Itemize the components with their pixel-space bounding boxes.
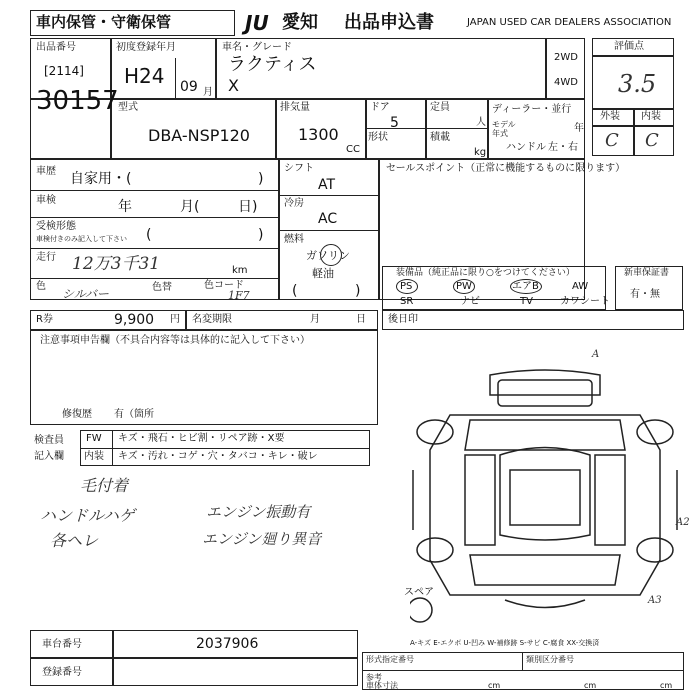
- inspection-label: 車検: [36, 195, 56, 206]
- mileage-value: 12万3千31: [72, 254, 161, 274]
- color-code-value: 1F7: [228, 289, 250, 302]
- hw-note-1: 毛付着: [80, 476, 129, 495]
- first-reg-month: 09: [180, 79, 198, 95]
- inspector-int-items: キズ・汚れ・コゲ・穴・タバコ・キレ・破レ: [118, 451, 318, 462]
- hw-note-3: 各ヘレ: [50, 531, 99, 550]
- equip-aw: AW: [572, 281, 589, 292]
- handle-label: ハンドル: [506, 142, 546, 153]
- cm-2: cm: [584, 681, 597, 690]
- equip-navi: ナビ: [460, 296, 480, 307]
- fuel-diesel: 軽油: [312, 267, 334, 280]
- ref-label: 参考: [366, 673, 382, 682]
- equip-airbag: エアB: [512, 281, 539, 292]
- tax-label: R券: [36, 314, 53, 325]
- ju-logo: JU: [245, 11, 269, 35]
- type-value: DBA-NSP120: [148, 126, 250, 145]
- fuel-gasoline: ガソリン: [306, 249, 350, 262]
- inspector-int-label: 内装: [84, 451, 104, 462]
- receive-label: 受検形態: [36, 221, 76, 232]
- later-stamp-label: 後日印: [388, 314, 418, 325]
- tax-unit: 円: [170, 314, 180, 325]
- assoc-name: JAPAN USED CAR DEALERS ASSOCIATION: [467, 17, 672, 28]
- lot-number: 30157: [36, 86, 119, 116]
- shift-value: AT: [318, 177, 336, 193]
- model-year-label: モデル: [492, 120, 516, 129]
- shift-label: シフト: [284, 163, 314, 174]
- equip-leather: カワシート: [560, 296, 610, 307]
- inspector-fw-label: FW: [86, 433, 102, 444]
- equip-airbag-circle: [510, 279, 542, 294]
- warranty-value: 有・無: [630, 289, 660, 300]
- sales-point-label: セールスポイント（正常に機能するものに限ります）: [386, 163, 626, 174]
- model-label: 車名・グレード: [222, 42, 292, 53]
- capacity-unit: 人: [476, 117, 486, 128]
- name-change-month: 月: [310, 314, 320, 325]
- header-left-title: 車内保管・守衛保管: [36, 13, 172, 31]
- warranty-label: 新車保証書: [624, 268, 670, 278]
- equip-pw: PW: [456, 281, 472, 292]
- usage-label: 車歴: [36, 166, 56, 177]
- first-reg-label: 初度登録年月: [116, 42, 176, 53]
- spare-tire-icon: [410, 598, 432, 622]
- reg-no-label: 登録番号: [42, 667, 82, 678]
- receive-open: (: [146, 227, 152, 243]
- inspection-month: 月(: [180, 199, 200, 215]
- equip-ps-circle: [396, 279, 418, 294]
- cm-1: cm: [488, 681, 501, 690]
- hw-note-2: ハンドルハゲ: [40, 506, 135, 525]
- size-label: 車体寸法: [366, 681, 398, 690]
- first-reg-year: H24: [124, 64, 165, 88]
- equip-ps: PS: [400, 281, 413, 292]
- year-unit: 年: [574, 123, 584, 134]
- equip-pw-circle: [453, 279, 475, 294]
- mileage-label: 走行: [36, 252, 56, 263]
- class-number-label: 類別区分番号: [526, 655, 574, 664]
- drive-2wd: 2WD: [554, 52, 578, 63]
- drive-4wd: 4WD: [554, 77, 578, 88]
- name-change-label: 名変期限: [192, 314, 232, 325]
- model-grade: X: [228, 76, 239, 95]
- handle-opts: 左・右: [548, 142, 578, 153]
- aircon-value: AC: [318, 211, 338, 227]
- lot-label: 出品番号: [36, 42, 76, 53]
- hw-note-5: エンジン廻り異音: [202, 530, 322, 548]
- first-reg-month-unit: 月: [203, 87, 213, 98]
- score-label: 評価点: [614, 41, 644, 52]
- mileage-unit: km: [232, 265, 248, 276]
- equip-tv: TV: [520, 296, 533, 307]
- shape-label: 形状: [368, 132, 388, 143]
- dealer-label: ディーラー・並行: [492, 104, 572, 115]
- diagram-mark-a2: A2: [676, 517, 690, 528]
- score-int-label: 内装: [641, 111, 661, 122]
- type-label: 型式: [118, 102, 138, 113]
- equip-sr: SR: [400, 296, 414, 307]
- org-name: 愛知: [282, 12, 318, 33]
- inspection-day: 日): [238, 199, 258, 215]
- year-label: 年式: [492, 129, 508, 138]
- load-unit: kg: [474, 147, 487, 158]
- disp-unit: CC: [346, 144, 360, 155]
- diagram-mark-a: A: [592, 349, 600, 360]
- spare-label: スペア: [404, 587, 434, 598]
- cm-3: cm: [660, 681, 673, 690]
- car-diagram: [410, 360, 680, 630]
- lot-sub: [2114]: [44, 64, 84, 78]
- equipment-label: 装備品（純正品に限り○をつけてください）: [396, 268, 575, 278]
- score-value: 3.5: [618, 70, 657, 98]
- inspector-fw-items: キズ・飛石・ヒビ割・リペア跡・X要: [118, 433, 285, 444]
- name-change-day: 日: [356, 314, 366, 325]
- score-ext-value: C: [605, 130, 619, 151]
- score-ext-label: 外装: [600, 111, 620, 122]
- score-int-value: C: [645, 130, 659, 151]
- inspector-label-2: 記入欄: [34, 451, 64, 462]
- doors-label: ドア: [370, 102, 390, 113]
- usage-close: ): [258, 171, 264, 187]
- receive-close: ): [258, 227, 264, 243]
- doors-value: 5: [390, 115, 399, 131]
- fuel-close: ): [355, 283, 361, 299]
- fuel-label: 燃料: [284, 234, 304, 245]
- inspection-year: 年: [118, 199, 132, 215]
- usage-value: 自家用・(: [70, 171, 132, 187]
- repair-label: 修復歴: [62, 409, 92, 420]
- tax-value: 9,900: [114, 312, 155, 328]
- hw-note-4: エンジン振動有: [206, 503, 311, 521]
- diagram-mark-a3: A3: [648, 595, 662, 606]
- color-value: シルバー: [62, 287, 109, 301]
- repair-value: 有（箇所: [114, 409, 154, 420]
- form-number-label: 形式指定番号: [366, 655, 414, 664]
- inspector-label-1: 検査員: [34, 435, 64, 446]
- later-stamp-box: [382, 310, 684, 330]
- damage-legend: A-キズ E-エクボ U-凹み W-補修跡 S-サビ C-腐食 XX-交換済: [410, 639, 600, 647]
- disp-label: 排気量: [280, 102, 310, 113]
- fuel-open: (: [292, 283, 298, 299]
- color-label: 色: [36, 281, 46, 292]
- receive-note: 車検付きのみ記入して下さい: [36, 235, 127, 243]
- model-name: ラクティス: [228, 54, 317, 75]
- form-title: 出品申込書: [344, 12, 434, 33]
- notes-label: 注意事項申告欄（不具合内容等は具体的に記入して下さい）: [40, 335, 310, 346]
- fuel-gasoline-circle: [320, 244, 342, 266]
- disp-value: 1300: [298, 125, 339, 144]
- color-code-label: 色コード: [204, 280, 244, 291]
- color-change-label: 色替: [152, 282, 172, 293]
- capacity-label: 定員: [430, 102, 450, 113]
- load-label: 積載: [430, 132, 450, 143]
- chassis-value: 2037906: [196, 636, 259, 652]
- chassis-label: 車台番号: [42, 639, 82, 650]
- aircon-label: 冷房: [284, 198, 304, 209]
